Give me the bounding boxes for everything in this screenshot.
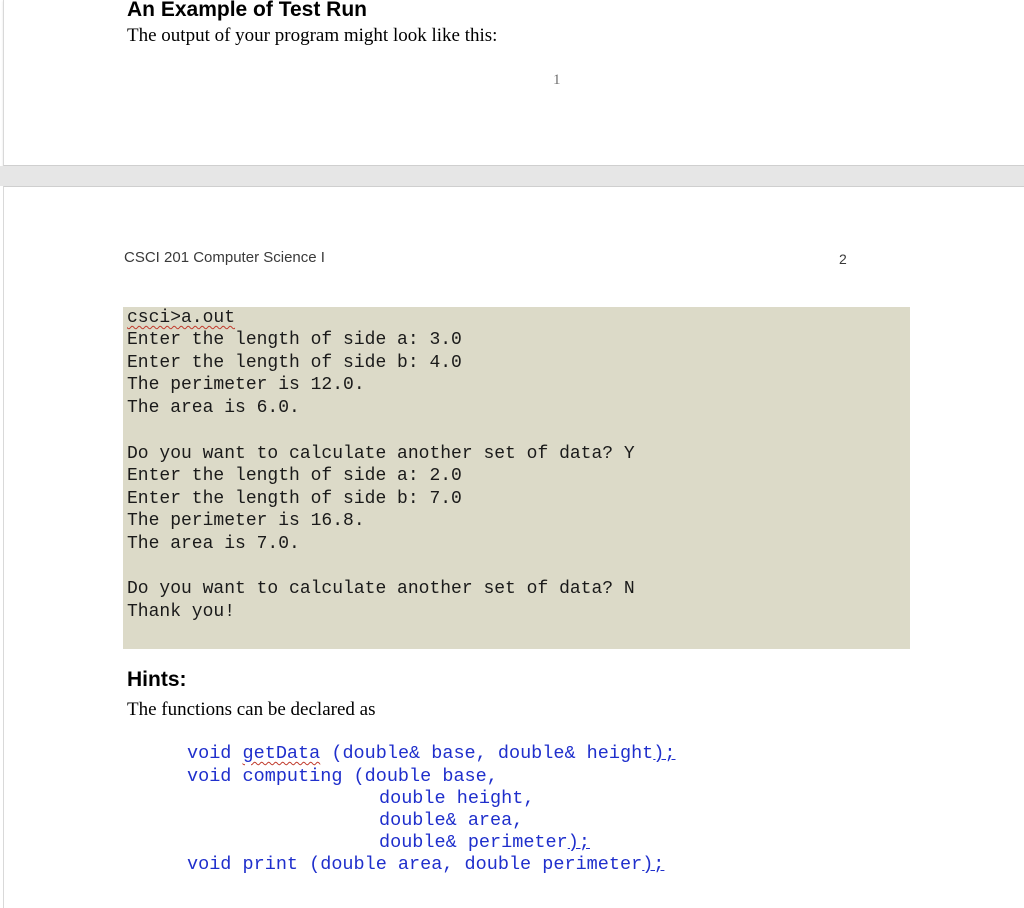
console-line: The perimeter is 12.0. <box>127 375 365 395</box>
code-params: void print (double area, double perimeter <box>187 854 643 875</box>
code-keyword: void <box>187 743 243 764</box>
code-terminator: ); <box>653 743 676 764</box>
console-line: Enter the length of side b: 4.0 <box>127 353 462 373</box>
page-header: CSCI 201 Computer Science I <box>124 249 325 266</box>
console-line: Thank you! <box>127 602 236 622</box>
page-number: 1 <box>553 72 561 88</box>
code-params: (double& base, double& height <box>320 743 654 764</box>
console-output-box <box>123 307 910 649</box>
console-line: Enter the length of side a: 3.0 <box>127 330 462 350</box>
code-function-name: getData <box>242 743 321 764</box>
code-line-computing: void computing (double base, <box>187 766 498 787</box>
console-line: Do you want to calculate another set of data? Y <box>127 444 635 464</box>
console-line: Enter the length of side a: 2.0 <box>127 466 462 486</box>
console-prompt-text: csci>a.out <box>127 308 236 328</box>
console-line: Do you want to calculate another set of data? N <box>127 579 635 599</box>
code-terminator: ); <box>567 832 590 853</box>
code-terminator: ); <box>642 854 665 875</box>
page-1 <box>3 0 1024 166</box>
page-2 <box>3 186 1024 908</box>
code-line-print <box>187 854 664 876</box>
page-number: 2 <box>839 251 847 267</box>
console-line: The area is 7.0. <box>127 534 300 554</box>
section-title: An Example of Test Run <box>127 0 367 21</box>
console-line: The perimeter is 16.8. <box>127 511 365 531</box>
hints-heading: Hints: <box>127 668 187 691</box>
console-line: The area is 6.0. <box>127 398 300 418</box>
code-line-param: double height, <box>379 788 535 809</box>
code-line-param-last <box>379 832 590 854</box>
code-line-param: double& area, <box>379 810 524 831</box>
hints-text: The functions can be declared as <box>127 699 376 720</box>
console-line: Enter the length of side b: 7.0 <box>127 489 462 509</box>
code-line-getdata <box>187 743 676 765</box>
console-prompt <box>127 307 235 329</box>
intro-text: The output of your program might look like this: <box>127 25 498 46</box>
page-gap <box>0 166 1024 186</box>
code-params: double& perimeter <box>379 832 568 853</box>
